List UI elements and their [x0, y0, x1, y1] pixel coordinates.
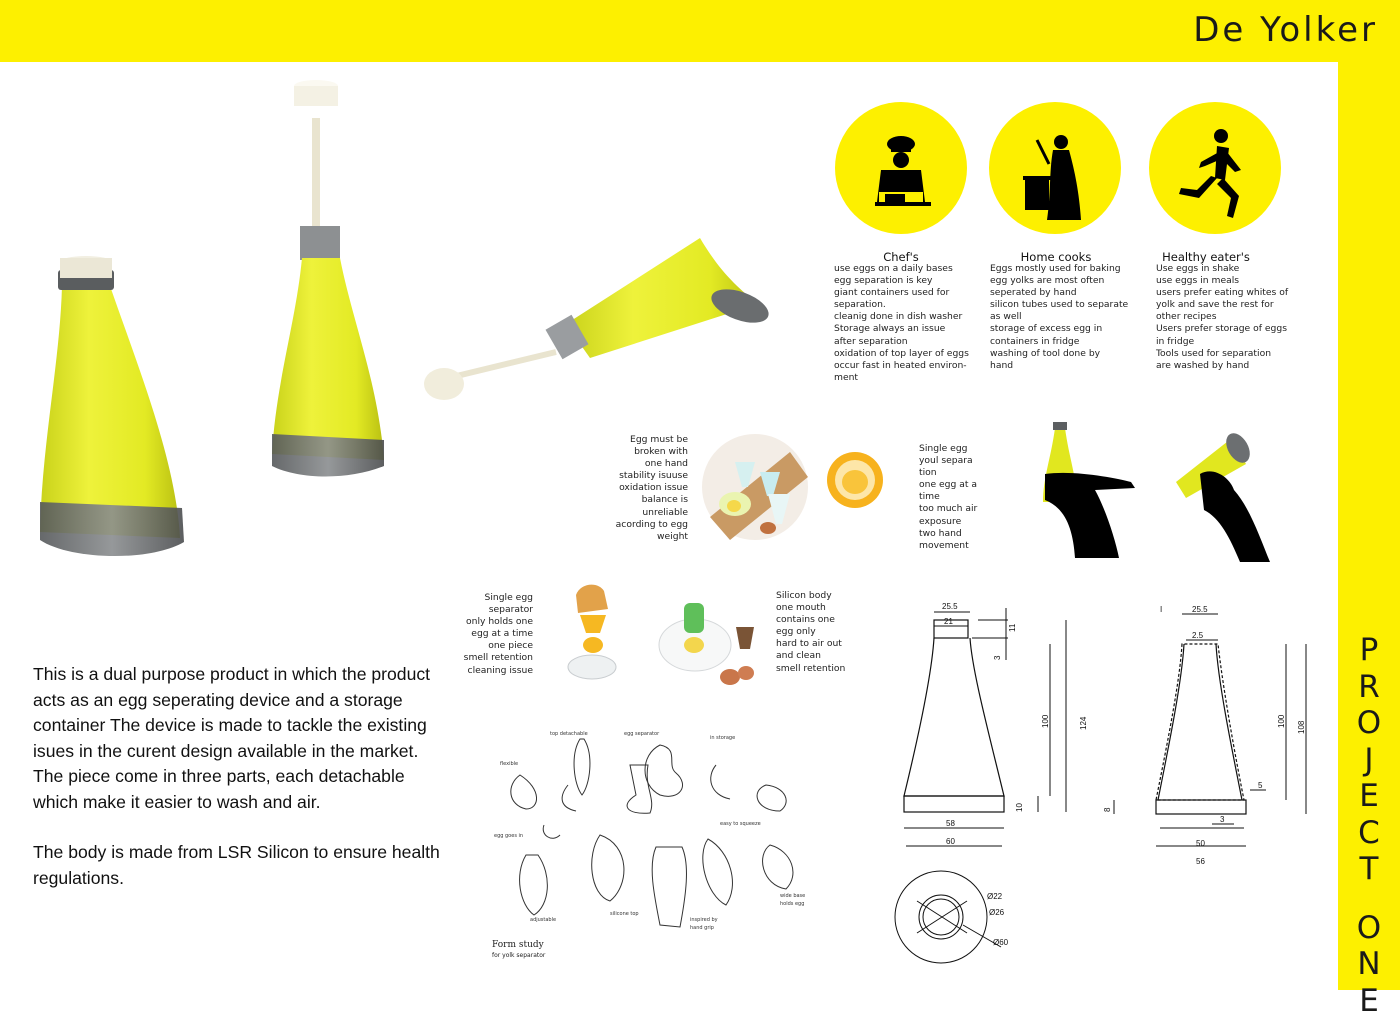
persona-name: Healthy eater's — [1136, 250, 1276, 264]
sketch-note: wide base — [780, 893, 805, 899]
dim-label: 124 — [1079, 716, 1088, 730]
dim-label: Ø60 — [993, 938, 1009, 947]
persona-name: Home cooks — [986, 250, 1126, 264]
single-separator-photo — [560, 575, 760, 685]
dim-label: 3 — [993, 655, 1002, 660]
description-paragraph: The body is made from LSR Silicon to ensure health regulations. — [33, 840, 443, 891]
letter: E — [1359, 778, 1379, 815]
sketch-note: in storage — [710, 735, 735, 741]
sketch-note: holds egg — [780, 901, 804, 907]
project-label — [1338, 632, 1400, 1019]
description-paragraph: This is a dual purpose product in which the product acts as an egg seperating device and a storage container The device is made to tackle the existing isues in the curent design available in the market. The piece come in three parts, each detachable which make it easier to wash and air. — [33, 662, 443, 815]
chef-icon — [835, 102, 967, 234]
persona-notes-home-cook: Eggs mostly used for baking egg yolks are most often seperated by hand silicon tubes used to separate as well storage of excess egg in containers in fridge washing of tool done by hand — [990, 263, 1130, 372]
letter: O — [1357, 705, 1381, 742]
dim-label: 5 — [1258, 781, 1263, 790]
letter: O — [1357, 910, 1381, 947]
form-study-sketches — [480, 725, 840, 965]
letter: P — [1360, 632, 1379, 669]
note-funnel-separator: Egg must be broken with one hand stability isuuse oxidation issue balance is unreliable acording to egg weight — [608, 434, 688, 543]
sketch-note: easy to squeeze — [720, 821, 761, 827]
header-bar — [0, 0, 1400, 62]
persona-circle-chef — [835, 102, 967, 234]
persona-circle-healthy-eater — [1149, 102, 1281, 234]
dim-label: 100 — [1277, 714, 1286, 728]
hand-grip-tilted — [1170, 418, 1290, 568]
bottle-with-plunger — [272, 80, 384, 477]
home-cook-icon — [989, 102, 1121, 234]
persona-circle-home-cook — [989, 102, 1121, 234]
dim-label: Ø22 — [987, 892, 1003, 901]
dim-label: 21 — [944, 617, 953, 626]
sketch-note: hand grip — [690, 925, 714, 931]
dim-label: Ø26 — [989, 908, 1005, 917]
sketch-note: egg goes in — [494, 833, 523, 839]
dim-label: 100 — [1041, 714, 1050, 728]
funnel-separator-photo — [700, 432, 810, 542]
letter: E — [1359, 983, 1379, 1019]
note-single-separator: Single egg separator only holds one egg at a time one piece smell retention cleaning issue — [455, 592, 533, 677]
bottle-closed — [40, 256, 184, 556]
dim-label: 25.5 — [1192, 605, 1208, 614]
letter: N — [1357, 946, 1380, 983]
dim-label: 60 — [946, 837, 955, 846]
runner-icon — [1149, 102, 1281, 234]
dim-label: 2.5 — [1192, 631, 1204, 640]
technical-drawing-right — [1100, 600, 1330, 870]
product-description — [33, 662, 443, 916]
letter: J — [1364, 742, 1373, 779]
sketch-note: inspired by — [690, 917, 718, 923]
sketch-note: egg separator — [624, 731, 660, 737]
page-title: De Yolker — [1193, 10, 1378, 50]
sketch-note: flexible — [500, 761, 518, 767]
dim-label: 25.5 — [942, 602, 958, 611]
dim-label: 50 — [1196, 839, 1205, 848]
dim-label: 3 — [1220, 815, 1225, 824]
note-silicon-body: Silicon body one mouth contains one egg only hard to air out and clean smell retention — [776, 590, 866, 675]
dim-label: 8 — [1103, 807, 1112, 812]
letter: R — [1358, 669, 1380, 706]
sketch-note: silicone top — [610, 911, 639, 917]
persona-name: Chef's — [831, 250, 971, 264]
yolk-cup-photo — [825, 448, 885, 518]
dim-label: 56 — [1196, 857, 1205, 866]
persona-notes-chef: use eggs on a daily bases egg separation is key giant containers used for separation. cleanig done in dish washer Storage always an issue after separation oxidation of top layer of eggs occur fast in heated environ- ment — [834, 263, 974, 384]
letter: T — [1360, 851, 1379, 888]
sidebar-band — [1338, 62, 1400, 990]
bottle-lying — [424, 238, 773, 400]
technical-drawing-left — [890, 600, 1090, 860]
persona-notes-healthy-eater: Use eggs in shake use eggs in meals users prefer eating whites of yolk and save the rest for other recipes Users prefer storage of eggs in fridge Tools used for separation are washed by hand — [1156, 263, 1296, 372]
sketch-subtitle: for yolk separator — [492, 952, 546, 959]
letter: C — [1358, 815, 1380, 852]
dim-label: 10 — [1015, 803, 1024, 812]
hand-grip-upright — [1035, 418, 1145, 558]
dim-label: 11 — [1008, 623, 1017, 632]
sketch-note: adjustable — [530, 917, 556, 923]
dim-label: 58 — [946, 819, 955, 828]
sketch-note: top detachable — [550, 731, 588, 737]
dim-label: 108 — [1297, 720, 1306, 734]
section-view — [885, 865, 1005, 975]
sketch-title: Form study — [492, 940, 545, 950]
note-yolk-cup: Single egg youl separa tion one egg at a time too much air exposure two hand movement — [919, 443, 989, 552]
dim-label: I — [1160, 605, 1162, 614]
